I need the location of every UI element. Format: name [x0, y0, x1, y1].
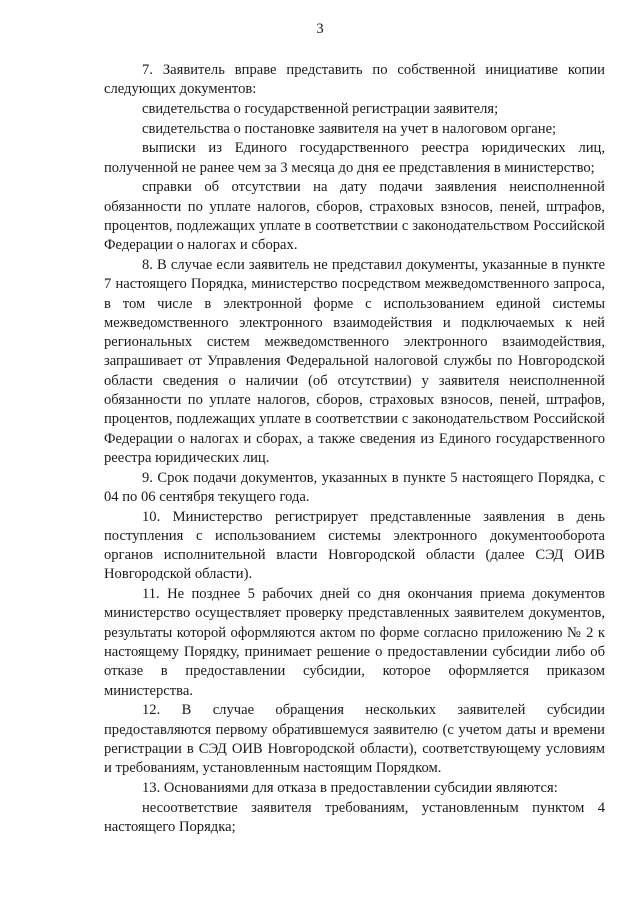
paragraph-13: 13. Основаниями для отказа в предоставлении субсидии являются: [142, 779, 558, 796]
paragraph-13-item-1: несоответствие заявителя требованиям, установленным пунктом 4 настоящего Порядка; [104, 799, 605, 835]
paragraph-11: 11. Не позднее 5 рабочих дней со дня окончания приема документов министерство осуществляет проверку представленных заявителем документов, результаты которой оформляются актом по форме согласно приложению № 2 к настоящему Порядку, принимает решение о предоставлении субсидии либо об отказе в предоставлении субсидии, которое оформляется приказом министерства. [104, 586, 605, 699]
paragraph-7-item-1: свидетельства о государственной регистрации заявителя; [142, 100, 499, 117]
paragraph-10: 10. Министерство регистрирует представленные заявления в день поступления с использованием системы электронного документооборота органов исполнительной власти Новгородской области (далее СЭД ОИВ Новгородской области). [104, 508, 605, 583]
paragraph-9: 9. Срок подачи документов, указанных в пункте 5 настоящего Порядка, с 04 по 06 сентября текущего года. [104, 469, 605, 505]
paragraph-7-item-4: справки об отсутствии на дату подачи заявления неисполненной обязанности по уплате налогов, сборов, страховых взносов, пеней, штрафов, процентов, подлежащих уплате в соответствии с законодательством Российской Федерации о налогах и сборах. [104, 179, 605, 254]
paragraph-8: 8. В случае если заявитель не представил документы, указанные в пункте 7 настоящего Порядка, министерство посредством межведомственного запроса, в том числе в электронной форме с использованием единой системы межведомственного электронного взаимодействия и подключаемых к ней региональных систем межведомственного электронного взаимодействия, запрашивает от Управления Федеральной налоговой службы по Новгородской области сведения о наличии (об отсутствии) у заявителя неисполненной обязанности по уплате налогов, сборов, страховых взносов, пеней, штрафов, процентов, подлежащих уплате в соответствии с законодательством Российской Федерации о налогах и сборах, а также сведения из Единого государственного реестра юридических лиц. [104, 256, 605, 466]
paragraph-7: 7. Заявитель вправе представить по собственной инициативе копии следующих документов: [104, 62, 605, 98]
paragraph-7-item-2: свидетельства о постановке заявителя на учет в налоговом органе; [142, 120, 557, 137]
paragraph-12: 12. В случае обращения нескольких заявителей субсидии предоставляются первому обратившемуся заявителю (с учетом даты и времени регистрации в СЭД ОИВ Новгородской области), соответствующему условиям и требованиям, установленным настоящим Порядком. [104, 702, 605, 777]
document-body [104, 61, 605, 838]
paragraph-7-item-3: выписки из Единого государственного реестра юридических лиц, полученной не ранее чем за 3 месяца до дня ее представления в министерство; [104, 140, 605, 176]
page-number: 3 [316, 21, 324, 37]
